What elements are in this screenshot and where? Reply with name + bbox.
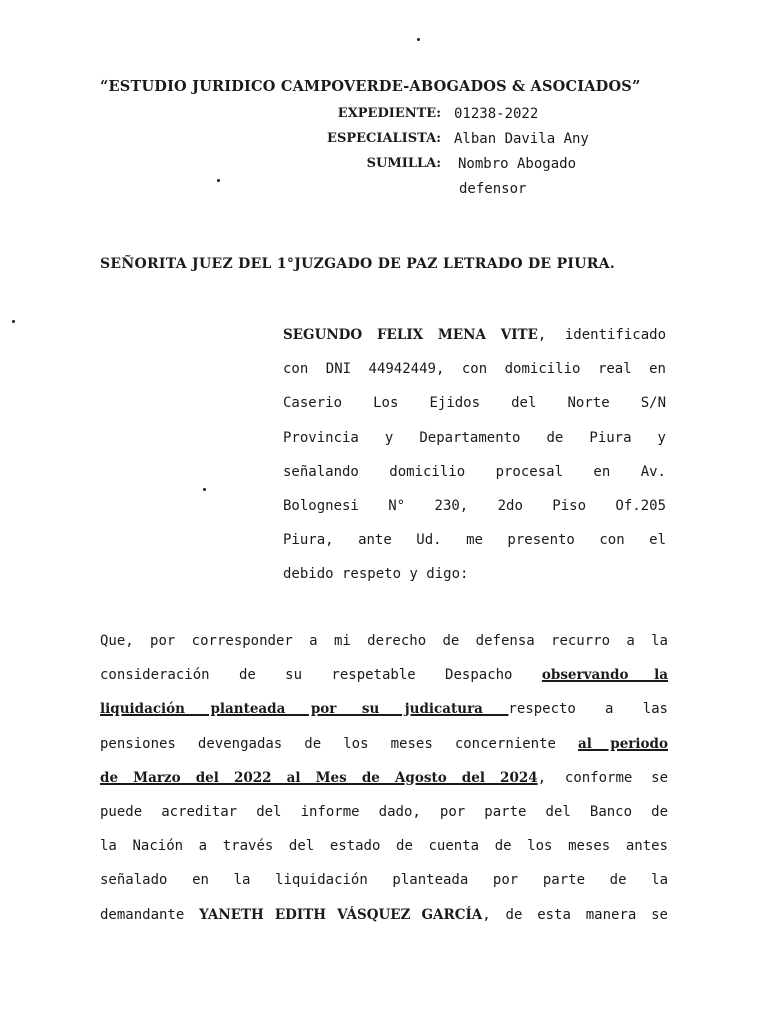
plaintiff-name: SEGUNDO FELIX MENA VITE (283, 327, 538, 343)
intro-line: Provincia y Departamento de Piura y (283, 429, 666, 446)
firm-title: “ESTUDIO JURIDICO CAMPOVERDE-ABOGADOS & ASOCIADOS” (100, 78, 641, 95)
scan-speck (12, 320, 15, 323)
especialista-label: ESPECIALISTA: (327, 131, 441, 146)
intro-line: debido respeto y digo: (283, 566, 469, 583)
intro-line: Bolognesi N° 230, 2do Piso Of.205 (283, 497, 666, 514)
body-text: respecto a las (508, 701, 668, 718)
body-line: puede acreditar del informe dado, por parte del Banco de (100, 803, 668, 820)
expediente-label: EXPEDIENTE: (337, 106, 441, 121)
sumilla-label: SUMILLA: (366, 156, 441, 171)
body-text: , de esta manera se (482, 906, 668, 923)
body-text: , conforme se (537, 769, 669, 786)
scan-speck (203, 488, 206, 491)
underlined-emphasis: liquidación planteada por su judicatura (100, 701, 509, 718)
body-text: demandante (100, 906, 200, 923)
scan-speck (217, 179, 220, 182)
intro-line: señalando domicilio procesal en Av. (283, 463, 666, 480)
intro-line: Piura, ante Ud. me presento con el (283, 532, 666, 549)
intro-text: , identificado (537, 327, 666, 343)
body-line (100, 761, 668, 795)
defendant-name: YANETH EDITH VÁSQUEZ GARCÍA (199, 906, 483, 923)
especialista-value: Alban Davila Any (454, 131, 589, 147)
body-line (100, 898, 668, 932)
body-line (100, 727, 668, 761)
expediente-value: 01238-2022 (454, 106, 539, 122)
sumilla-value-continued: defensor (459, 181, 527, 197)
underlined-period: de Marzo del 2022 al Mes de Agosto del 2024 (100, 769, 538, 786)
sumilla-value: Nombro Abogado (458, 156, 577, 172)
body-text: pensiones devengadas de los meses concerniente (100, 735, 579, 752)
body-line (100, 692, 668, 726)
underlined-period: al periodo (578, 735, 668, 752)
scan-speck (417, 38, 420, 41)
intro-line: Caserio Los Ejidos del Norte S/N (283, 395, 666, 412)
body-paragraph (100, 624, 668, 932)
body-line (100, 658, 668, 692)
body-line: la Nación a través del estado de cuenta de los meses antes (100, 838, 668, 855)
addressee-heading: SEÑORITA JUEZ DEL 1°JUZGADO DE PAZ LETRADO DE PIURA. (100, 256, 616, 272)
intro-line (283, 318, 666, 352)
body-line: señalado en la liquidación planteada por parte de la (100, 872, 668, 889)
intro-line: con DNI 44942449, con domicilio real en (283, 361, 666, 378)
body-text: consideración de su respetable Despacho (100, 667, 542, 684)
body-line: Que, por corresponder a mi derecho de defensa recurro a la (100, 633, 668, 649)
underlined-emphasis: observando la (541, 667, 668, 684)
intro-paragraph (283, 318, 666, 592)
